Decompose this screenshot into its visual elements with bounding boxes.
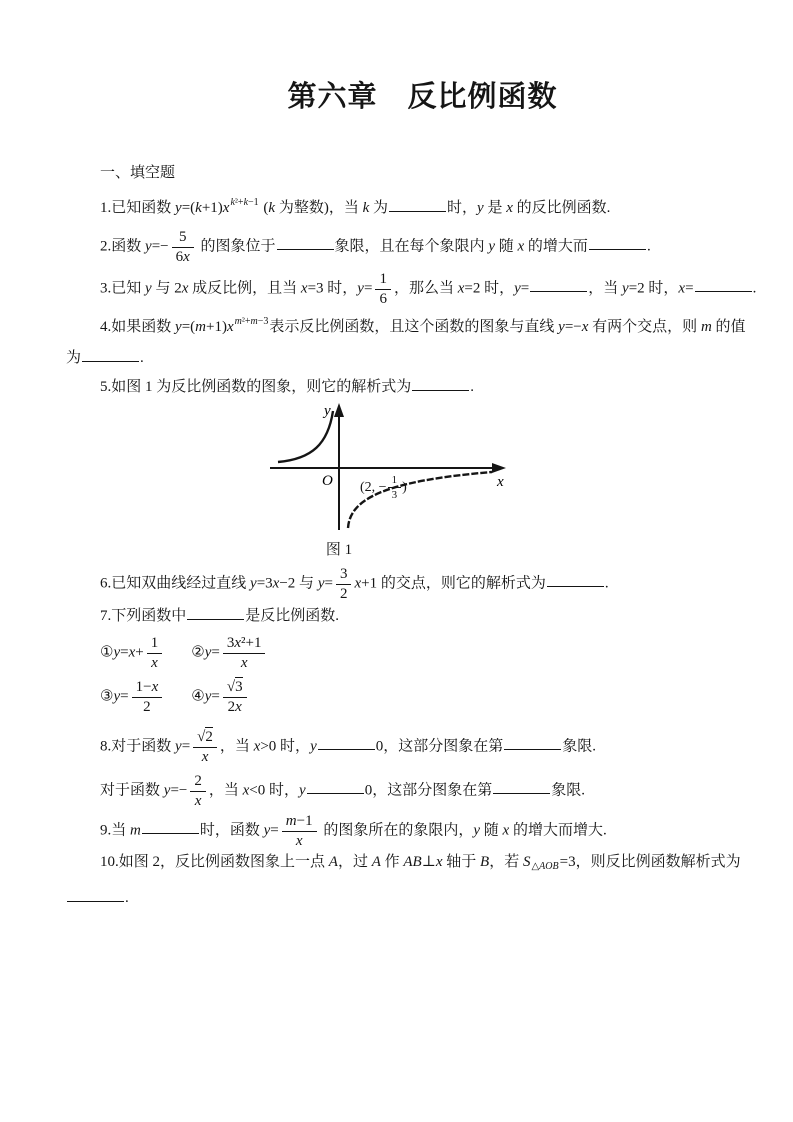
fraction xyxy=(223,679,247,715)
numerator: 5 xyxy=(172,229,194,248)
text: 的增大而增大. xyxy=(509,822,607,839)
math-text: y=− xyxy=(145,238,169,255)
questions-bottom xyxy=(66,566,779,909)
numerator: √3 xyxy=(223,679,247,698)
text: . xyxy=(646,238,651,255)
text: 对于函数 xyxy=(100,782,164,799)
denominator: x xyxy=(240,654,248,671)
question-q10 xyxy=(66,851,779,909)
denominator: x xyxy=(194,792,202,809)
math-text: x xyxy=(502,822,510,839)
question-line xyxy=(100,851,779,878)
blank-underline xyxy=(142,818,199,834)
fraction xyxy=(193,729,217,765)
math-text: y=x+ xyxy=(113,644,144,661)
text: 轴于 xyxy=(442,854,481,870)
blank-underline xyxy=(67,886,124,902)
text: 象限. xyxy=(551,782,585,799)
point-label-post: ) xyxy=(402,479,407,495)
math-text: y=(m+1)x xyxy=(175,319,234,335)
text: 3.已知 xyxy=(100,280,146,297)
numerator: 1 xyxy=(375,271,391,290)
blank-underline xyxy=(504,734,561,750)
math-text: x=3 xyxy=(300,280,324,297)
fraction xyxy=(147,635,163,671)
text: 6.已知双曲线经过直线 xyxy=(100,575,251,592)
math-text: x=2 xyxy=(457,280,481,297)
superscript: m²+m−3 xyxy=(234,316,269,327)
y-axis-arrow-icon xyxy=(334,403,344,417)
question-line xyxy=(100,813,779,849)
question-line xyxy=(66,886,779,909)
text: ① xyxy=(100,644,114,661)
radicand: 3 xyxy=(235,679,243,695)
text: ，当 xyxy=(588,280,623,297)
hyperbola-graph xyxy=(264,402,524,534)
text: . xyxy=(470,379,475,395)
math-text: y xyxy=(477,200,484,216)
math-text: (k xyxy=(259,200,276,216)
origin-label: O xyxy=(322,473,333,489)
blank-underline xyxy=(187,604,244,620)
point-label-pre: (2, − xyxy=(360,479,387,495)
blank-underline xyxy=(412,375,469,391)
text: 时， xyxy=(265,782,300,799)
text: ，过 xyxy=(337,854,372,870)
text: 随 xyxy=(494,238,518,255)
question-line xyxy=(100,192,779,219)
denominator: 6 xyxy=(379,290,387,307)
text: ，当 xyxy=(219,738,254,755)
math-text: y xyxy=(488,238,495,255)
text: ，这部分图象在第 xyxy=(372,782,493,799)
math-text: m xyxy=(130,822,141,839)
text: ④ xyxy=(191,688,205,705)
text: 的图象所在的象限内， xyxy=(319,822,474,839)
blank-underline xyxy=(493,778,550,794)
text: 是反比例函数. xyxy=(245,608,340,624)
blank-underline xyxy=(318,734,375,750)
text: 象限. xyxy=(562,738,597,755)
math-text: A xyxy=(371,854,381,870)
math-text: x>0 xyxy=(253,738,277,755)
text: ，若 xyxy=(489,854,523,870)
math-text: B xyxy=(480,854,490,870)
text: 10.如图 2，反比例函数图象上一点 xyxy=(100,854,329,870)
math-text: x= xyxy=(678,280,694,297)
text: 时， xyxy=(480,280,515,297)
y-axis-label: y xyxy=(324,403,331,419)
math-text: x+1 xyxy=(354,575,378,592)
text: ② xyxy=(191,644,205,661)
math-text: y= xyxy=(175,738,191,755)
text: 的交点，则它的解析式为 xyxy=(377,575,546,592)
math-text: y= xyxy=(317,575,333,592)
page-title: 第六章 反比例函数 xyxy=(287,81,558,113)
question-line xyxy=(100,729,779,765)
text: 的图象位于 xyxy=(196,238,276,255)
question-q8 xyxy=(66,729,779,809)
text: 随 xyxy=(480,822,503,839)
blank-underline xyxy=(547,571,604,587)
math-text: 2x xyxy=(174,280,189,297)
fraction xyxy=(190,773,206,809)
section-heading: 一、填空题 xyxy=(100,165,176,181)
question-line xyxy=(100,566,779,602)
blank-underline xyxy=(389,196,446,212)
text: . xyxy=(140,350,144,366)
math-text: y= xyxy=(357,280,373,297)
math-text: y= xyxy=(263,822,279,839)
blank-underline xyxy=(530,276,587,292)
math-text: k xyxy=(362,200,370,216)
math-text: 0 xyxy=(364,782,373,799)
text: 为整数)，当 xyxy=(275,200,363,216)
text: 2.函数 xyxy=(100,238,146,255)
text: 与 xyxy=(151,280,175,297)
text: 9.当 xyxy=(100,822,131,839)
question-line xyxy=(66,346,779,369)
text: 的值 xyxy=(711,319,746,335)
text: 时， xyxy=(644,280,679,297)
math-text: y= xyxy=(204,688,220,705)
fraction xyxy=(172,229,194,265)
text: . xyxy=(125,890,129,906)
math-text: x xyxy=(506,200,513,216)
text: 作 xyxy=(380,854,404,870)
numerator: 3 xyxy=(336,566,352,585)
math-text: x<0 xyxy=(242,782,266,799)
numerator: 2 xyxy=(190,773,206,792)
math-text: 0 xyxy=(375,738,384,755)
blank-underline xyxy=(695,276,752,292)
x-axis-label: x xyxy=(497,474,504,490)
text: 5.如图 1 为反比例函数的图象，则它的解析式为 xyxy=(100,379,412,395)
question-q9 xyxy=(66,813,779,849)
fraction xyxy=(132,679,163,715)
question-line xyxy=(100,271,779,307)
math-text: y= xyxy=(113,688,129,705)
question-line xyxy=(100,679,779,715)
question-line xyxy=(100,311,779,338)
question-q2 xyxy=(66,229,779,265)
numerator: 3x²+1 xyxy=(223,635,266,654)
blank-underline xyxy=(277,234,334,250)
denominator: 2 xyxy=(143,698,151,715)
text: ，则反比例函数解析式为 xyxy=(575,854,741,870)
numerator: 1−x xyxy=(132,679,163,698)
text: . xyxy=(752,280,757,297)
text: . xyxy=(604,575,609,592)
question-q6 xyxy=(66,566,779,602)
subscript: △AOB xyxy=(531,861,559,872)
blank-underline xyxy=(307,778,364,794)
math-text: y xyxy=(299,782,306,799)
questions-top xyxy=(66,192,779,398)
text: 为 xyxy=(66,350,82,366)
text: 时， xyxy=(323,280,358,297)
figure-1 xyxy=(264,402,524,560)
question-q7 xyxy=(66,604,779,715)
numerator: m−1 xyxy=(282,813,317,832)
math-text: y=−x xyxy=(558,319,589,335)
denominator: 2 xyxy=(339,585,348,602)
numerator: √2 xyxy=(193,729,217,748)
numerator: 1 xyxy=(147,635,163,654)
text: 为 xyxy=(369,200,389,216)
radicand: 2 xyxy=(205,729,213,745)
text: ，那么当 xyxy=(393,280,458,297)
fraction xyxy=(336,566,352,602)
math-text: m xyxy=(700,319,712,335)
math-text: y=3x−2 xyxy=(250,575,296,592)
denominator: x xyxy=(295,832,303,849)
math-text: y= xyxy=(204,644,220,661)
question-q5 xyxy=(66,375,779,398)
question-line xyxy=(100,229,779,265)
point-label-fraction: $\frac{1}{3}$ xyxy=(388,474,402,501)
text: 时，函数 xyxy=(199,822,264,839)
text: 1.已知函数 xyxy=(100,200,176,216)
text: 时， xyxy=(276,738,311,755)
denominator: 2x xyxy=(227,698,242,715)
blank-underline xyxy=(589,234,646,250)
fraction xyxy=(282,813,317,849)
math-text: y=(k+1)x xyxy=(175,200,230,216)
fraction xyxy=(223,635,266,671)
math-text: =3 xyxy=(559,854,576,870)
text: 时， xyxy=(447,200,478,216)
math-text: AB⊥x xyxy=(403,854,443,870)
text: 有两个交点，则 xyxy=(588,319,701,335)
superscript: k²+k−1 xyxy=(230,197,259,208)
math-text: y xyxy=(473,822,481,839)
text: ，这部分图象在第 xyxy=(383,738,504,755)
question-line xyxy=(100,375,779,398)
math-text: y=− xyxy=(163,782,188,799)
text: 表示反比例函数，且这个函数的图象与直线 xyxy=(269,319,559,335)
question-line xyxy=(100,635,779,671)
denominator: x xyxy=(151,654,158,671)
text: 8.对于函数 xyxy=(100,738,176,755)
math-text: y=2 xyxy=(622,280,645,297)
text: 的反比例函数. xyxy=(512,200,611,216)
figure-point-label xyxy=(360,474,407,501)
text: 的增大而 xyxy=(524,238,588,255)
figure-caption: 图 1 xyxy=(325,542,353,558)
text: 4.如果函数 xyxy=(100,319,176,335)
x-axis-arrow-icon xyxy=(492,463,506,473)
denominator: x xyxy=(201,748,209,765)
math-text: y xyxy=(145,280,152,297)
text: 象限，且在每个象限内 xyxy=(334,238,489,255)
question-q3 xyxy=(66,271,779,307)
question-line xyxy=(100,604,779,627)
math-text: A xyxy=(328,854,338,870)
text: 7.下列函数中 xyxy=(100,608,187,624)
text: ③ xyxy=(100,688,114,705)
text: 是 xyxy=(483,200,507,216)
math-text: S xyxy=(522,854,531,870)
math-text: y xyxy=(310,738,317,755)
math-text: y= xyxy=(514,280,530,297)
question-q1 xyxy=(66,192,779,219)
question-q4 xyxy=(66,311,779,369)
text: ，当 xyxy=(208,782,243,799)
text: 与 xyxy=(295,575,318,592)
denominator: 6x xyxy=(175,248,190,265)
question-line xyxy=(100,773,779,809)
blank-underline xyxy=(82,346,139,362)
text: 成反比例，且当 xyxy=(188,280,301,297)
math-text: x xyxy=(517,238,525,255)
fraction xyxy=(375,271,391,307)
